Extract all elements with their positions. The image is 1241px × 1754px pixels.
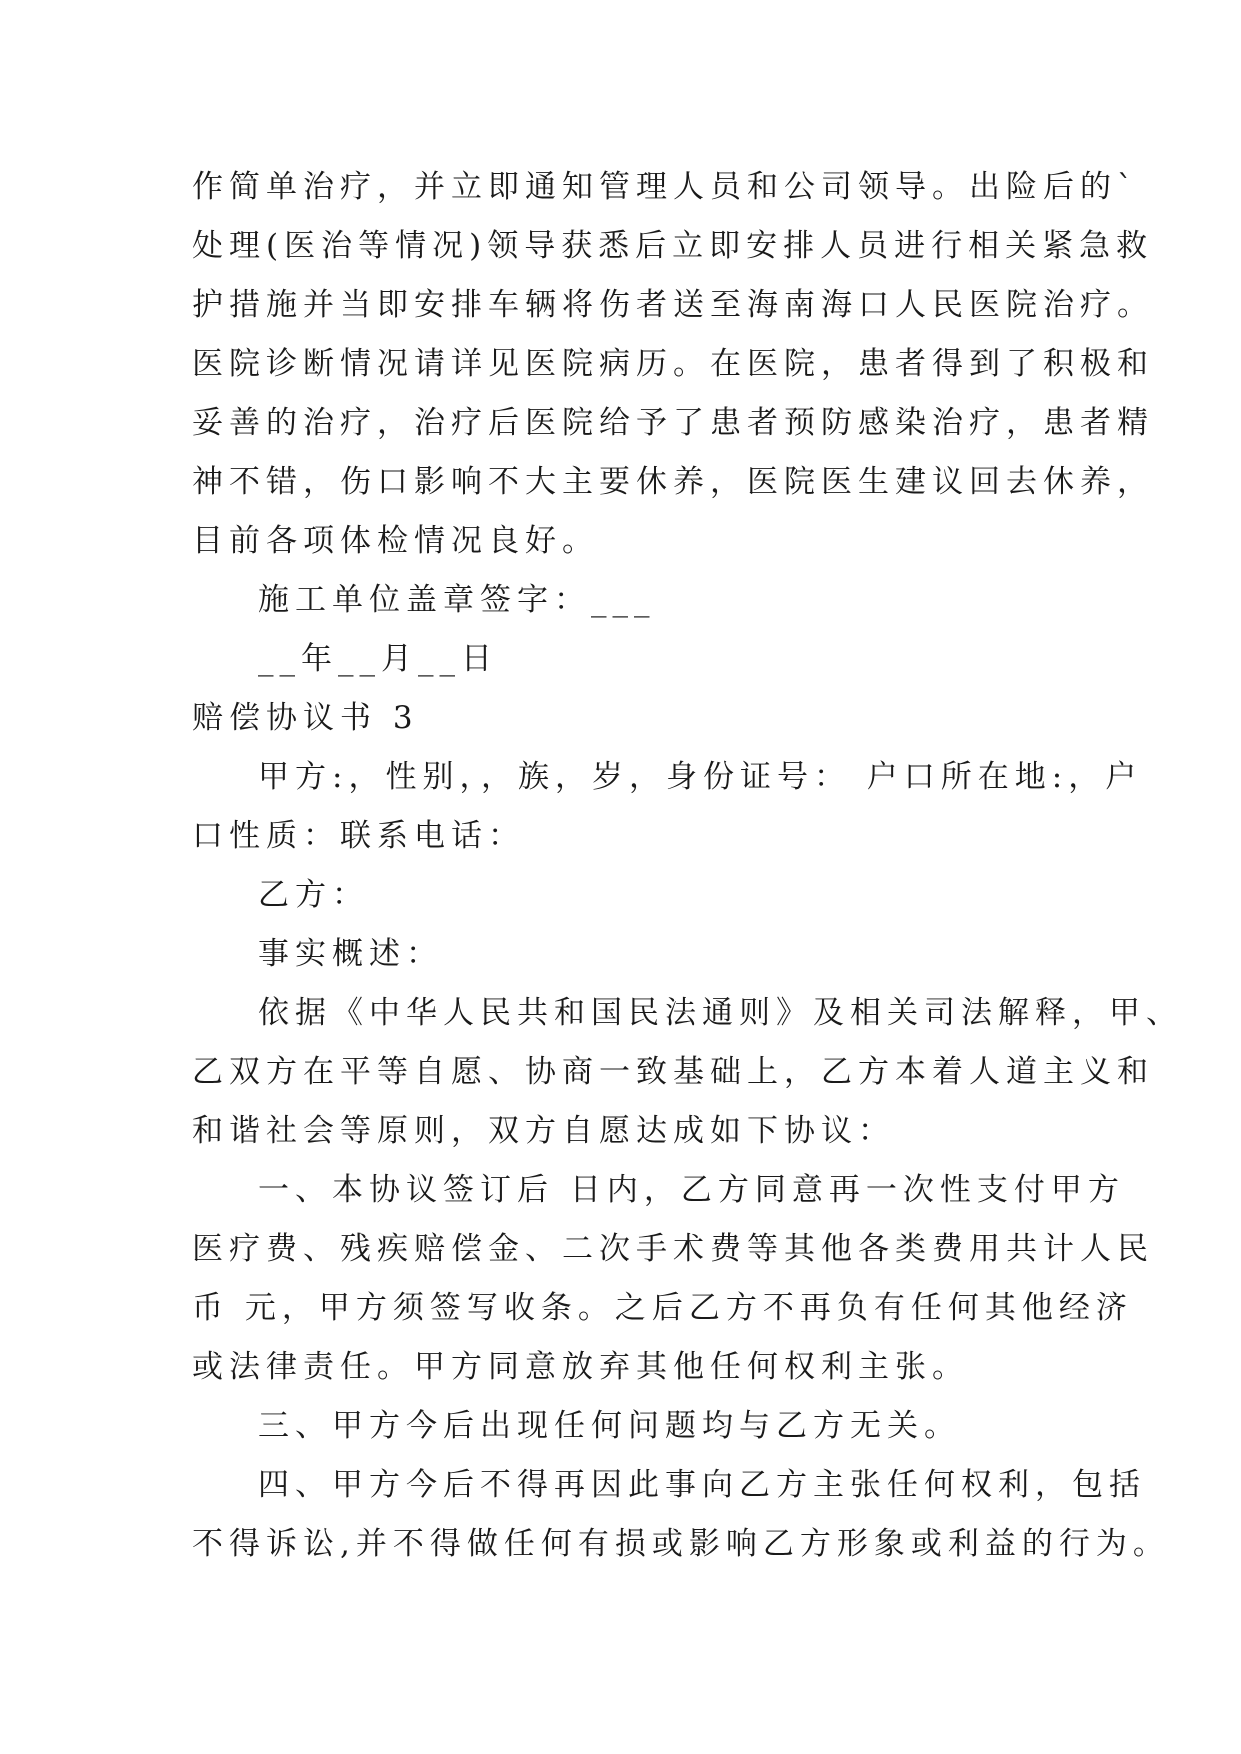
clause-4: 四、甲方今后不得再因此事向乙方主张任何权利，包括 xyxy=(258,1467,1146,1503)
text-line: 和谐社会等原则，双方自愿达成如下协议： xyxy=(192,1113,895,1149)
clause-1: 一、本协议签订后 日内，乙方同意再一次性支付甲方 xyxy=(258,1172,1125,1208)
text-line: 神不错，伤口影响不大主要休养，医院医生建议回去休养， xyxy=(192,464,1154,500)
date-line: __年__月__日 xyxy=(258,641,498,677)
facts-heading: 事实概述： xyxy=(258,936,443,972)
text-line: 妥善的治疗，治疗后医院给予了患者预防感染治疗，患者精 xyxy=(192,405,1154,441)
signature-line: 施工单位盖章签字：___ xyxy=(258,582,656,618)
text-line: 医院诊断情况请详见医院病历。在医院，患者得到了积极和 xyxy=(192,346,1154,382)
document-body xyxy=(192,158,1183,1574)
party-a-line: 甲方:，性别，，族，岁，身份证号： 户口所在地:，户 xyxy=(258,759,1143,795)
section-title: 赔偿协议书 3 xyxy=(192,700,419,736)
text-line: 目前各项体检情况良好。 xyxy=(192,523,599,559)
text-line: 乙双方在平等自愿、协商一致基础上，乙方本着人道主义和 xyxy=(192,1054,1154,1090)
clause-3: 三、甲方今后出现任何问题均与乙方无关。 xyxy=(258,1408,961,1444)
text-line: 作简单治疗，并立即通知管理人员和公司领导。出险后的` xyxy=(192,169,1139,205)
text-line: 护措施并当即安排车辆将伤者送至海南海口人民医院治疗。 xyxy=(192,287,1154,323)
party-a-line-cont: 口性质：联系电话： xyxy=(192,818,525,854)
text-line: 不得诉讼,并不得做任何有损或影响乙方形象或利益的行为。 xyxy=(192,1526,1170,1562)
text-line: 币 元，甲方须签写收条。之后乙方不再负有任何其他经济 xyxy=(192,1290,1133,1326)
text-line: 医疗费、残疾赔偿金、二次手术费等其他各类费用共计人民 xyxy=(192,1231,1154,1267)
party-b-line: 乙方： xyxy=(258,877,369,913)
text-line: 或法律责任。甲方同意放弃其他任何权利主张。 xyxy=(192,1349,969,1385)
text-line: 依据《中华人民共和国民法通则》及相关司法解释，甲、 xyxy=(258,995,1183,1031)
text-line: 处理(医治等情况)领导获悉后立即安排人员进行相关紧急救 xyxy=(192,228,1154,264)
